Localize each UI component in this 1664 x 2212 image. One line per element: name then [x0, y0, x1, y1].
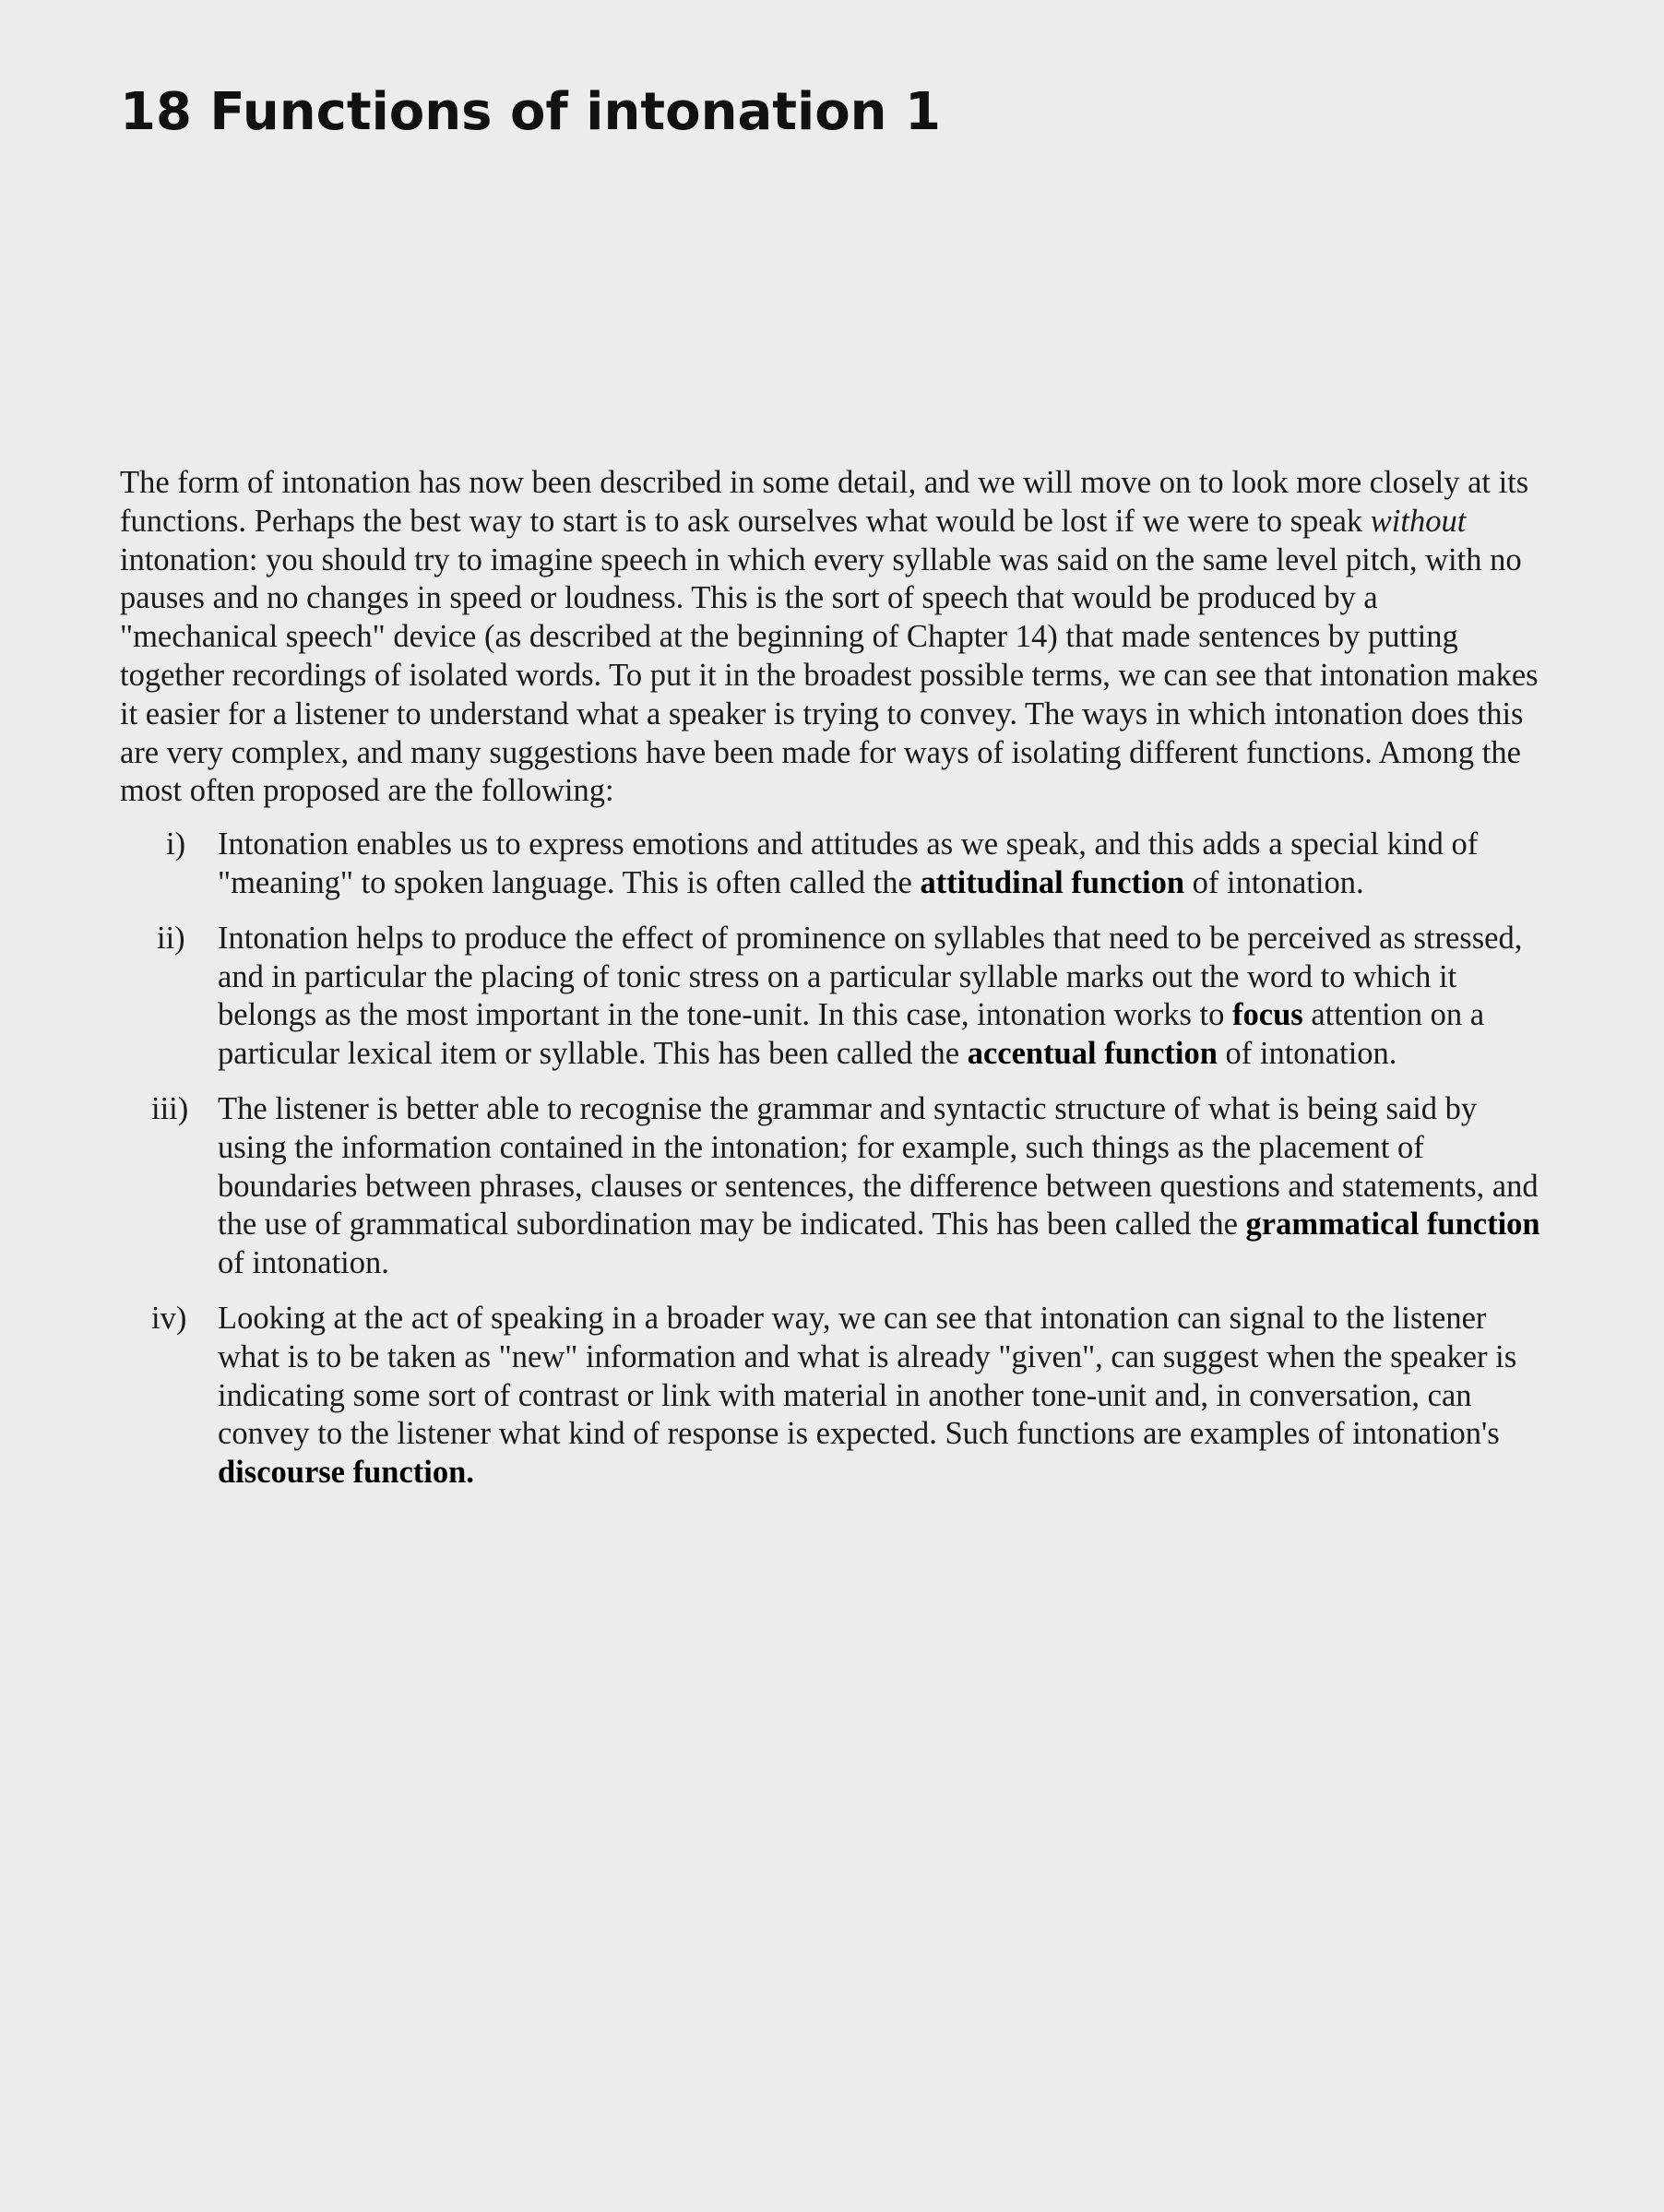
item-text: Looking at the act of speaking in a broader way, we can see that intonation can signal to the listener what is to be taken as "new" information and what is already "given", can suggest when the speaker is indicating some sort of contrast or link with material in another tone-unit and, in conversation, can convey to the listener what kind of response is expected. Such functions are examples of intonation's — [218, 1300, 1517, 1452]
item-text: of intonation. — [218, 1245, 389, 1281]
term-grammatical-function: grammatical function — [1245, 1207, 1540, 1243]
function-item-grammatical — [120, 1090, 1540, 1283]
item-text: of intonation. — [1184, 864, 1364, 900]
item-text: of intonation. — [1217, 1036, 1397, 1072]
list-numeral: ii) — [157, 920, 185, 956]
body-text — [120, 464, 1540, 1509]
term-accentual-function: accentual function — [967, 1036, 1218, 1072]
term-focus: focus — [1232, 997, 1303, 1033]
item-text: attention on a particular lexical item or syllable. This has been called the — [218, 997, 1485, 1072]
intro-paragraph — [120, 464, 1540, 811]
term-attitudinal-function: attitudinal function — [920, 864, 1185, 900]
function-item-accentual — [120, 920, 1540, 1074]
intro-text-part1: The form of intonation has now been described in some detail, and we will move on to look more closely at its functions. Perhaps the best way to start is to ask ourselves what would be lost if we were to speak — [120, 465, 1529, 539]
list-numeral: i) — [166, 827, 186, 862]
functions-list — [120, 826, 1540, 1493]
list-numeral: iii) — [151, 1090, 189, 1126]
item-text: Intonation helps to produce the effect of prominence on syllables that need to be perceived as stressed, and in particular the placing of tonic stress on a particular syllable marks out the word to which it belongs as the most important in the tone-unit. In this case, intonation works to — [218, 920, 1523, 1033]
function-item-discourse — [120, 1300, 1540, 1493]
item-text: The listener is better able to recognise the grammar and syntactic structure of what is being said by using the information contained in the intonation; for example, such things as the placement of boundaries between phrases, clauses or sentences, the difference between questions and statements, and the use of grammatical subordination may be indicated. This has been called the — [218, 1090, 1539, 1243]
item-text: Intonation enables us to express emotions and attitudes as we speak, and this adds a special kind of "meaning" to spoken language. This is often called the — [218, 827, 1479, 900]
intro-emphasis: without — [1370, 503, 1467, 539]
chapter-title: 18 Functions of intonation 1 — [120, 82, 942, 142]
term-discourse-function: discourse function. — [218, 1455, 474, 1491]
intro-text-part2: intonation: you should try to imagine speech in which every syllable was said on the same level pitch, with no pauses and no changes in speed or loudness. This is the sort of speech that would be produced by a "mechanical speech" device (as described at the beginning of Chapter 14) that made sentences by putting together recordings of isolated words. To put it in the broadest possible terms, we can see that intonation makes it easier for a listener to understand what a speaker is trying to convey. The ways in which intonation does this are very complex, and many suggestions have been made for ways of isolating different functions. Among the most often proposed are the following: — [120, 541, 1539, 809]
list-numeral: iv) — [151, 1300, 187, 1336]
function-item-attitudinal — [120, 826, 1540, 903]
